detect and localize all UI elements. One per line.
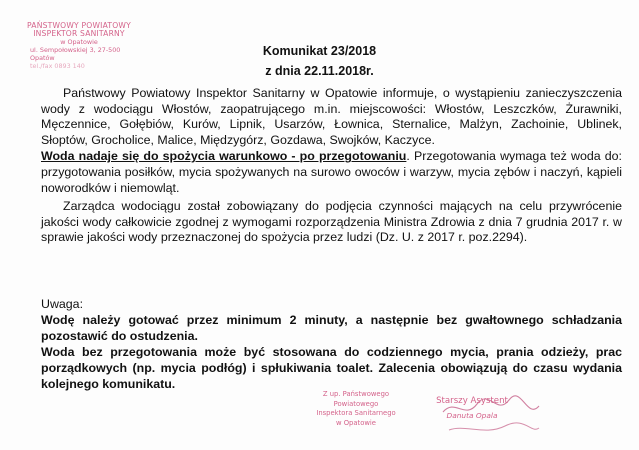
authorization-stamp [301,390,411,428]
warning-usage-instruction: Woda bez przegotowania może być stosowana do codziennego mycia, prania odzieży, prac porządkowych (np. mycia podłóg) i spłukiwania toalet. Zalecenia obowiązują do czasu wydania kolejnego komunikatu. [41,345,622,391]
communique-date: z dnia 22.11.2018r. [265,64,374,78]
warning-boil-instruction: Wodę należy gotować przez minimum 2 minuty, a następnie bez gwałtownego schładzania pozostawić do ostudzenia. [41,312,622,343]
signer-role: Starszy Asystent [436,396,508,406]
warning-label: Uwaga: [41,297,84,311]
communique-title: Komunikat 23/2018 [262,44,377,58]
stamp-line: w Opatowie [60,38,98,46]
stamp-line: w Opatowie [335,418,376,427]
communique-body [41,86,622,246]
stamp-line: PAŃSTWOWY POWIATOWY [27,21,131,30]
stamp-line: Inspektora Sanitarnego [316,409,396,417]
stamp-address: ul. Sempołowskiej 3, 27-500 Opatów [30,46,121,62]
boil-advice-details: . Przegotowania wymaga też woda do: przygotowania posiłków, mycia spożywanych na surowo owoców i warzyw, mycia zębów i naczyń, kąpieli noworodków i niemowląt. [41,149,622,195]
stamp-line: Z up. Państwowego Powiatowego [322,390,390,408]
stamp-line: INSPEKTOR SANITARNY [33,29,125,38]
signer-name: Danuta Opala [446,411,498,420]
signature-block [432,396,512,420]
boil-advice-headline: Woda nadaje się do spożycia warunkowo - po przegotowaniu [41,149,407,164]
stamp-phone: tel./fax 0893 140 [30,62,85,70]
paragraph-contamination: Państwowy Powiatowy Inspektor Sanitarny w Opatowie informuje, o wystąpieniu zanieczyszczenia wody z wodociągu Włostów, zaopatrującego m.in. miejscowości: Włostów, Leszczków, Żurawniki, Męczennice, Gołębiów, Kurów, Lipnik, Usarzów, Łownica, Sternalice, Malżyn, Zachoinie, Ublinek, Słoptów, Grocholice, Malice, Międzygórz, Gozdawa, Swojków, Kaczyce. [41,86,622,147]
paragraph-boil-advice [41,149,622,196]
warning-section [41,297,622,393]
paragraph-operator-obligation: Zarządca wodociągu został zobowiązany do podjęcia czynności mających na celu przywrócenie jakości wody całkowicie zgodnej z wymogami rozporządzenia Ministra Zdrowia z dnia 7 grudnia 2017 r. w sprawie jakości wody przeznaczonej do spożycia przez ludzi (Dz. U. z 2017 r. poz.2294). [41,199,622,245]
